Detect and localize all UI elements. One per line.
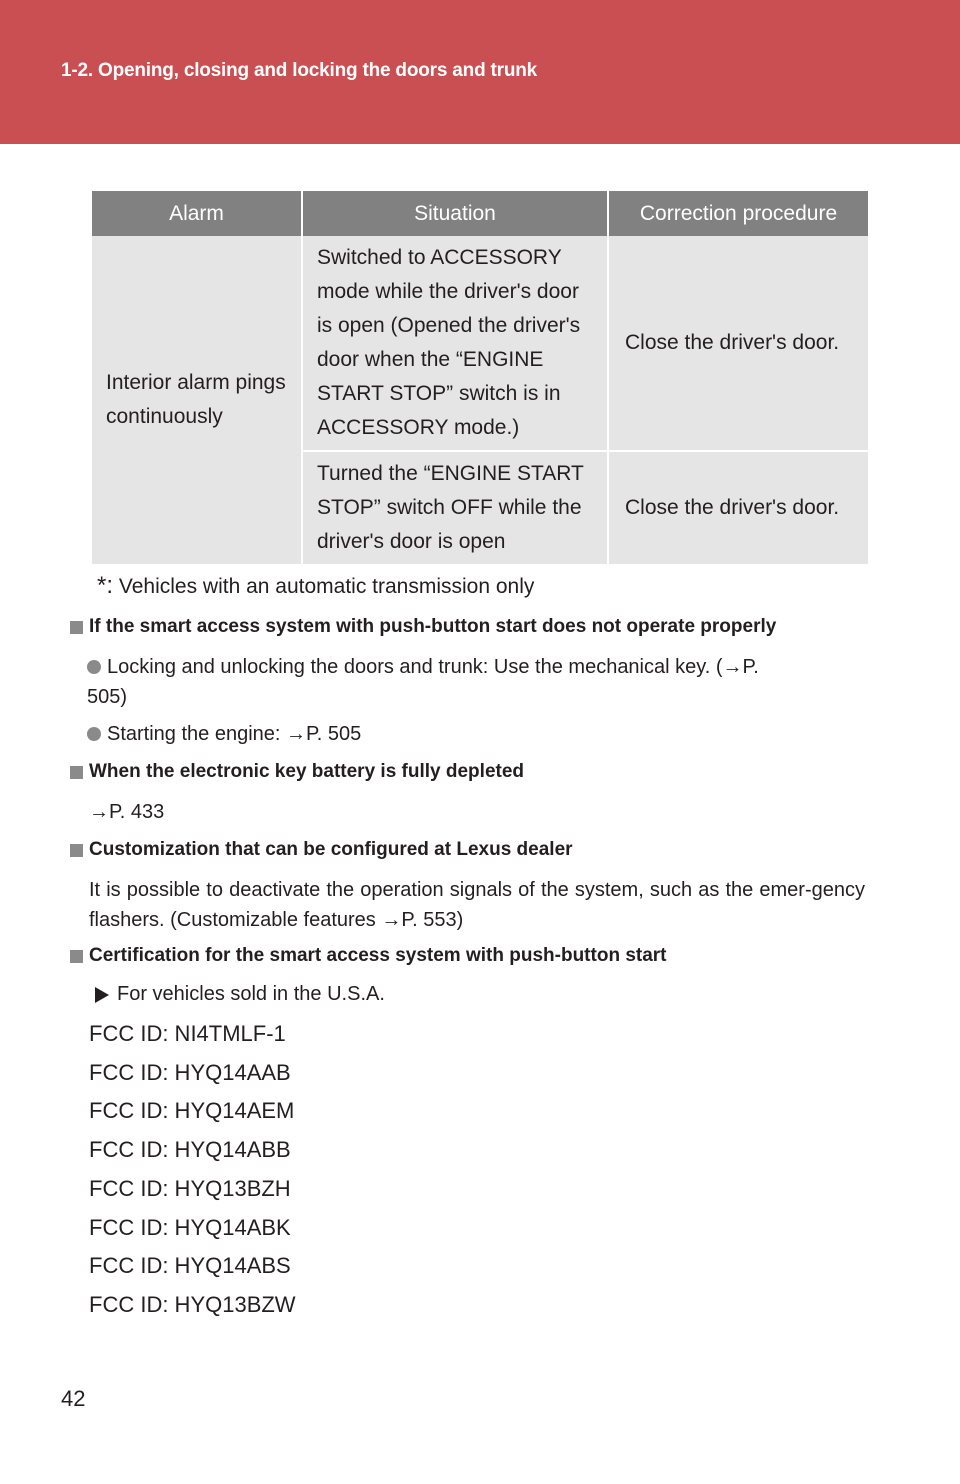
column-header-alarm: Alarm [92, 191, 302, 236]
square-bullet-icon [70, 950, 83, 963]
section-title: 1-2. Opening, closing and locking the doors and trunk [61, 60, 538, 81]
page-number: 42 [61, 1386, 86, 1411]
battery-reference: →P. 433 [89, 801, 165, 823]
list-item: Starting the engine: →P. 505 [87, 719, 361, 749]
fcc-id: FCC ID: HYQ14ABB [89, 1137, 291, 1162]
fcc-id: FCC ID: HYQ14ABS [89, 1253, 291, 1278]
triangle-bullet-icon [95, 987, 109, 1003]
situation-cell: Turned the “ENGINE START STOP” switch OFF while the driver's door is open [302, 451, 608, 564]
situation-cell: Switched to ACCESSORY mode while the driver's door is open (Opened the driver's door when the “ENGINE START STOP” switch is in ACCESSORY mode.) [302, 236, 608, 451]
fcc-id: FCC ID: HYQ14AAB [89, 1060, 291, 1085]
heading-battery: When the electronic key battery is fully depleted [70, 761, 524, 783]
list-item: Locking and unlocking the doors and trunk: Use the mechanical key. (→P. 505) [87, 656, 759, 708]
fcc-id: FCC ID: HYQ14AEM [89, 1098, 295, 1123]
column-header-correction: Correction procedure [608, 191, 868, 236]
square-bullet-icon [70, 621, 83, 634]
heading-not-operating: If the smart access system with push-button start does not operate properly [70, 616, 776, 638]
footnote [97, 572, 534, 600]
footnote-text: Vehicles with an automatic transmission only [118, 575, 535, 598]
fcc-id: FCC ID: NI4TMLF-1 [89, 1021, 286, 1046]
alarm-table [92, 191, 868, 564]
circle-bullet-icon [87, 727, 101, 741]
square-bullet-icon [70, 844, 83, 857]
vehicle-note: For vehicles sold in the U.S.A. [95, 983, 385, 1006]
fcc-id: FCC ID: HYQ13BZW [89, 1292, 296, 1317]
section-header [0, 0, 960, 144]
table-row [92, 236, 868, 451]
heading-certification: Certification for the smart access system with push-button start [70, 945, 667, 967]
square-bullet-icon [70, 766, 83, 779]
heading-customization: Customization that can be configured at Lexus dealer [70, 839, 573, 861]
column-header-situation: Situation [302, 191, 608, 236]
table-header-row [92, 191, 868, 236]
footnote-mark: *: [97, 572, 114, 599]
fcc-id: FCC ID: HYQ14ABK [89, 1215, 291, 1240]
alarm-cell: Interior alarm pings continuously [92, 236, 302, 564]
customization-text: It is possible to deactivate the operation signals of the system, such as the emer-gency flashers. (Customizable features →P. 553) [89, 879, 865, 931]
correction-cell: Close the driver's door. [608, 236, 868, 451]
fcc-id: FCC ID: HYQ13BZH [89, 1176, 291, 1201]
correction-cell: Close the driver's door. [608, 451, 868, 564]
circle-bullet-icon [87, 660, 101, 674]
